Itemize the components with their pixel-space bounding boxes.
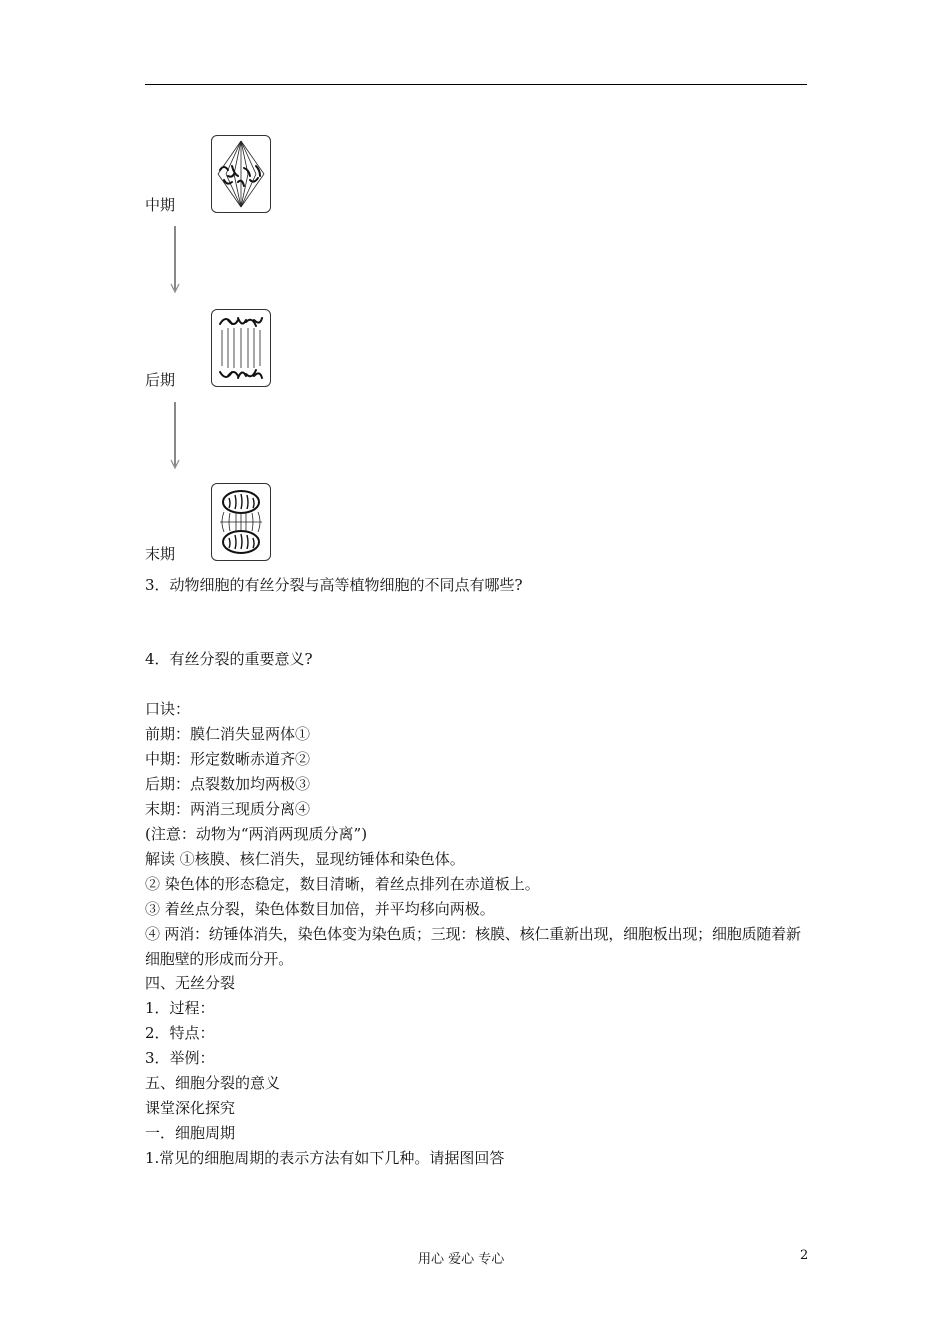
interpretation-line: ④ 两消：纺锤体消失，染色体变为染色质；三现：核膜、核仁重新出现，细胞板出现；细胞质随着新细胞壁的形成而分开。 <box>145 925 801 968</box>
question-4: 4．有丝分裂的重要意义? <box>145 650 313 668</box>
stage-label-metaphase: 中期 <box>145 196 176 214</box>
stage-label-telophase: 末期 <box>145 545 176 563</box>
section-item: 3．举例： <box>145 1049 215 1067</box>
telophase-cell-diagram <box>211 483 271 561</box>
down-arrow-icon <box>168 402 182 470</box>
subsection-heading: 一．细胞周期 <box>145 1124 236 1142</box>
section-item: 2．特点： <box>145 1024 215 1042</box>
header-rule <box>145 84 807 85</box>
mnemonic-line: 中期：形定数晰赤道齐② <box>145 750 311 768</box>
section-heading: 四、无丝分裂 <box>145 974 236 992</box>
anaphase-cell-diagram <box>211 309 271 387</box>
question-3: 3．动物细胞的有丝分裂与高等植物细胞的不同点有哪些? <box>145 576 523 594</box>
mnemonic-line: 前期：膜仁消失显两体① <box>145 725 311 743</box>
mnemonic-title: 口诀： <box>145 700 191 718</box>
page-number: 2 <box>800 1248 809 1263</box>
interpretation-line: 解读 ①核膜、核仁消失，显现纺锤体和染色体。 <box>145 850 465 868</box>
mnemonic-note: (注意：动物为“两消两现质分离”) <box>145 825 368 843</box>
mnemonic-line: 末期：两消三现质分离④ <box>145 800 311 818</box>
stage-label-anaphase: 后期 <box>145 371 176 389</box>
mnemonic-line: 后期：点裂数加均两极③ <box>145 775 311 793</box>
section-heading: 五、细胞分裂的意义 <box>145 1074 281 1092</box>
down-arrow-icon <box>168 226 182 294</box>
question-item: 1.常见的细胞周期的表示方法有如下几种。请据图回答 <box>145 1149 505 1167</box>
footer-slogan: 用心 爱心 专心 <box>418 1252 505 1267</box>
metaphase-cell-diagram <box>211 135 271 213</box>
section-item: 1．过程： <box>145 999 215 1017</box>
interpretation-line: ③ 着丝点分裂，染色体数目加倍，并平均移向两极。 <box>145 900 495 918</box>
section-heading: 课堂深化探究 <box>145 1099 236 1117</box>
interpretation-line: ② 染色体的形态稳定，数目清晰，着丝点排列在赤道板上。 <box>145 875 540 893</box>
